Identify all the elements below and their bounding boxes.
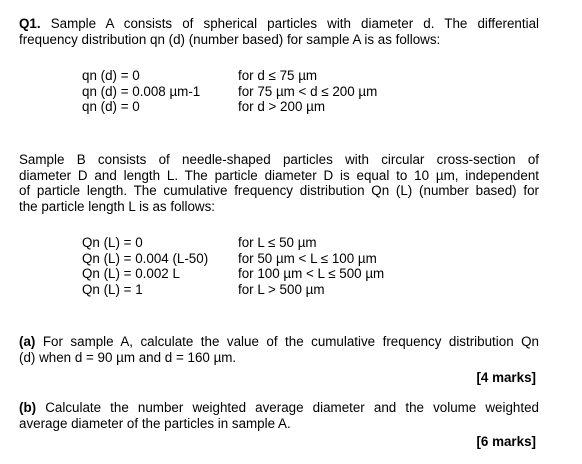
sample-a-cond-3: for d > 200 µm <box>238 99 325 114</box>
q1-intro <box>19 16 539 47</box>
sample-b-line-3: of particle length. The cumulative frequency distribution Qn (L) (number based) for <box>19 183 539 198</box>
sample-b-cond-2: for 50 µm < L ≤ 100 µm <box>238 250 377 266</box>
part-a-text <box>19 334 539 365</box>
sample-b-eq-2: Qn (L) = 0.004 (L-50) <box>82 250 209 266</box>
q1-intro-line-1: Q1. Sample A consists of spherical particles with diameter d. The differential <box>19 16 539 31</box>
sample-b-conditions <box>238 235 384 297</box>
sample-b-eq-1: Qn (L) = 0 <box>82 235 143 250</box>
part-b-line-1: (b) Calculate the number weighted average diameter and the volume weighted <box>19 400 539 415</box>
sample-b-cond-4: for L > 500 µm <box>238 281 325 297</box>
part-b-line-2: average diameter of the particles in sample A. <box>19 415 291 431</box>
part-a-line-1: (a) For sample A, calculate the value of the cumulative frequency distribution Qn <box>19 334 539 349</box>
sample-b-line-4: the particle length L is as follows: <box>19 198 216 214</box>
sample-b-text <box>19 152 539 214</box>
part-a-line-2: (d) when d = 90 µm and d = 160 µm. <box>19 349 237 365</box>
sample-b-cond-1: for L ≤ 50 µm <box>238 235 317 250</box>
sample-b-equations <box>82 235 208 297</box>
sample-b-cond-3: for 100 µm < L ≤ 500 µm <box>238 266 385 281</box>
sample-a-eq-1: qn (d) = 0 <box>82 68 140 83</box>
part-a-label: (a) <box>19 334 36 349</box>
sample-a-conditions <box>238 68 377 115</box>
sample-a-equations <box>82 68 200 115</box>
question-label: Q1. <box>19 16 41 31</box>
sample-b-eq-3: Qn (L) = 0.002 L <box>82 266 180 281</box>
sample-b-eq-4: Qn (L) = 1 <box>82 281 143 297</box>
sample-b-line-1: Sample B consists of needle-shaped particles with circular cross-section of <box>19 152 539 167</box>
q1-intro-line-2: frequency distribution qn (d) (number based) for sample A is as follows: <box>19 31 441 47</box>
part-a-marks: [4 marks] <box>476 370 536 385</box>
sample-a-cond-1: for d ≤ 75 µm <box>238 68 318 83</box>
sample-a-eq-3: qn (d) = 0 <box>82 99 140 114</box>
part-b-text <box>19 400 539 431</box>
sample-a-cond-2: for 75 µm < d ≤ 200 µm <box>238 83 378 99</box>
sample-b-line-2: diameter D and length L. The particle diameter D is equal to 10 µm, independent <box>19 167 539 183</box>
sample-a-eq-2: qn (d) = 0.008 µm-1 <box>82 83 201 99</box>
part-b-label: (b) <box>19 400 37 415</box>
part-b-marks: [6 marks] <box>476 434 536 449</box>
